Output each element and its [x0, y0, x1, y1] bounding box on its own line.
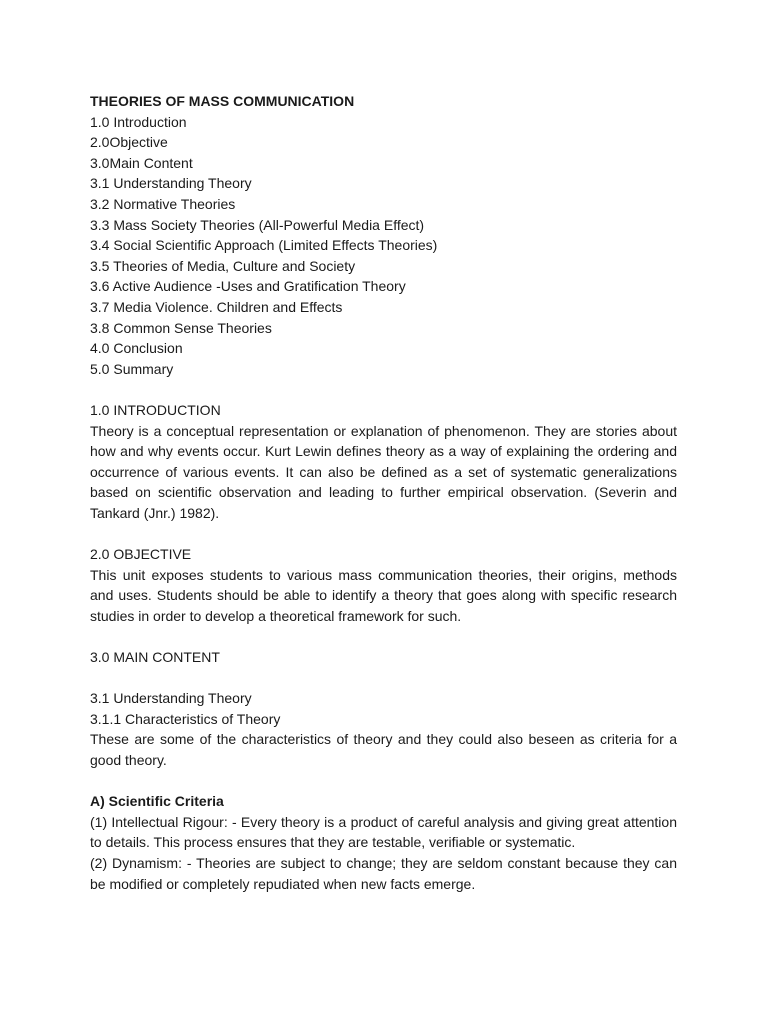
spacer: [90, 626, 677, 647]
criteria-item-dynamism: (2) Dynamism: - Theories are subject to change; they are seldom constant because they can be modified or completely repudiated when new facts emerge.: [90, 854, 677, 892]
spacer: [90, 379, 677, 400]
criteria-item-intellectual-rigour: (1) Intellectual Rigour: - Every theory is a product of careful analysis and giving great attention to details. This process ensures that they are testable, verifiable or systematic.: [90, 813, 677, 851]
toc-item: 3.5 Theories of Media, Culture and Society: [90, 257, 356, 274]
toc-item: 3.2 Normative Theories: [90, 195, 236, 212]
main-content-heading: 3.0 MAIN CONTENT: [90, 649, 220, 666]
objective-heading: 2.0 OBJECTIVE: [90, 546, 192, 563]
toc-item: 5.0 Summary: [90, 360, 174, 377]
understanding-theory-subheading: 3.1 Understanding Theory: [90, 690, 252, 707]
toc-item: 3.7 Media Violence. Children and Effects: [90, 298, 343, 315]
objective-paragraph: This unit exposes students to various mass communication theories, their origins, methods and uses. Students should be able to identify a theory that goes along with specific research studies in order to develop a theoretical framework for such.: [90, 566, 677, 624]
spacer: [90, 668, 677, 689]
scientific-criteria-heading: A) Scientific Criteria: [90, 793, 224, 810]
introduction-heading: 1.0 INTRODUCTION: [90, 401, 221, 418]
document-body: [90, 91, 677, 894]
spacer: [90, 771, 677, 792]
toc-item: 3.4 Social Scientific Approach (Limited Effects Theories): [90, 237, 438, 254]
toc-item: 3.6 Active Audience -Uses and Gratification Theory: [90, 278, 406, 295]
document-title: THEORIES OF MASS COMMUNICATION: [90, 93, 355, 109]
spacer: [90, 523, 677, 544]
toc-item: 3.8 Common Sense Theories: [90, 319, 272, 336]
toc-item: 3.3 Mass Society Theories (All-Powerful Media Effect): [90, 216, 425, 233]
toc-item: 3.1 Understanding Theory: [90, 175, 252, 192]
characteristics-paragraph: These are some of the characteristics of theory and they could also beseen as criteria for a good theory.: [90, 731, 677, 768]
characteristics-subheading: 3.1.1 Characteristics of Theory: [90, 710, 281, 727]
table-of-contents: [90, 112, 677, 380]
toc-item: 4.0 Conclusion: [90, 340, 183, 357]
introduction-paragraph: Theory is a conceptual representation or explanation of phenomenon. They are stories about how and why events occur. Kurt Lewin defines theory as a way of explaining the ordering and occurrence of various events. It can also be defined as a set of systematic generalizations based on scientific observation and leading to further empirical observation. (Severin and Tankard (Jnr.) 1982).: [90, 422, 677, 521]
toc-item: 1.0 Introduction: [90, 113, 187, 130]
toc-item: 2.0Objective: [90, 134, 168, 151]
toc-item: 3.0Main Content: [90, 154, 193, 171]
